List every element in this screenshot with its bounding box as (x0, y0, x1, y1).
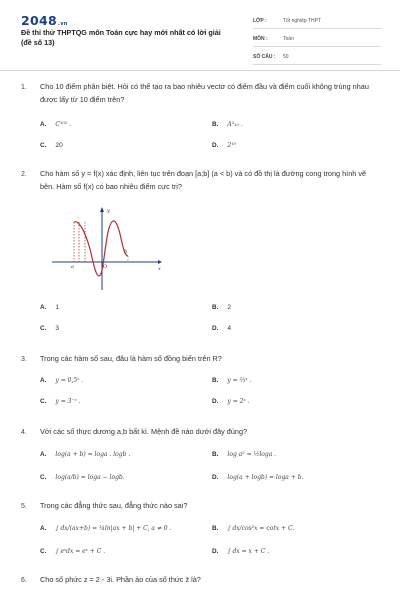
question-text: Với các số thực dương a,b bất kì. Mệnh đề nào dưới đây đúng? (40, 427, 248, 436)
meta-value: Tốt nghiệp THPT (283, 18, 321, 24)
option-c[interactable] (40, 325, 59, 332)
option-value: 2¹⁰ (227, 142, 237, 149)
option-label: A. (40, 451, 47, 458)
option-value: ∫ dx/cos²x = cotx + C. (227, 525, 295, 532)
option-d[interactable] (212, 474, 303, 481)
option-value: ∫ dx/(ax+b) = ¼ln|ax + b| + C, a ≠ 0 . (55, 525, 172, 532)
option-value: A²₁₀ . (227, 121, 243, 128)
function-curve (74, 221, 128, 276)
y-label: y (107, 208, 110, 214)
option-c[interactable] (40, 548, 105, 555)
option-label: B. (212, 525, 219, 532)
option-c[interactable] (40, 398, 81, 405)
document-title: Đề thi thử THPTQG môn Toán cực hay mới nhất có lời giải (đề số 13) (21, 28, 221, 47)
document-meta (253, 14, 381, 68)
option-value: 4 (227, 325, 232, 332)
option-b[interactable] (212, 525, 294, 532)
option-label: B. (212, 451, 219, 458)
y-axis-arrow (100, 207, 104, 212)
meta-label: LỚP : (253, 18, 267, 24)
question-text: Cho số phức z = 2 - 3i. Phần ảo của số thức z̄ là? (40, 575, 201, 584)
option-b[interactable] (212, 451, 276, 458)
option-a[interactable] (40, 377, 83, 384)
option-value: 20 (55, 142, 63, 149)
option-label: C. (40, 474, 47, 481)
option-label: D. (212, 548, 219, 555)
option-label: A. (40, 304, 47, 311)
option-label: A. (40, 377, 47, 384)
question-text: Trong các hàm số sau, đâu là hàm số đồng biến trên R? (40, 354, 222, 363)
meta-label: SỐ CÂU : (253, 54, 276, 60)
option-value: 3 (55, 325, 60, 332)
question-number: 3. (21, 356, 27, 363)
option-value: 1 (55, 304, 60, 311)
option-value: 2 (227, 304, 232, 311)
logo-text: 2048 (21, 13, 57, 28)
meta-row-question-count (253, 50, 381, 65)
meta-value: 50 (283, 54, 289, 60)
option-label: A. (40, 121, 47, 128)
option-label: A. (40, 525, 47, 532)
option-label: D. (212, 325, 219, 332)
option-d[interactable] (212, 548, 269, 555)
option-a[interactable] (40, 451, 130, 458)
option-label: C. (40, 142, 47, 149)
option-value: ∫ dx = x + C . (227, 548, 270, 555)
x-axis-arrow (158, 260, 162, 264)
option-value: y = ⅔ˣ . (227, 377, 252, 384)
meta-label: MÔN : (253, 36, 268, 42)
a-label: a (71, 264, 74, 270)
meta-row-class (253, 14, 381, 29)
option-label: D. (212, 398, 219, 405)
option-d[interactable] (212, 325, 231, 332)
option-value: y = 2ˣ . (227, 398, 250, 405)
option-label: B. (212, 377, 219, 384)
option-b[interactable] (212, 377, 251, 384)
site-logo[interactable] (21, 13, 68, 28)
option-value: log(a + b) = loga . logb . (55, 451, 131, 458)
question-number: 2. (21, 171, 27, 178)
option-d[interactable] (212, 142, 236, 149)
b-label: b (124, 249, 128, 255)
option-value: y = 0,5ˣ . (55, 377, 84, 384)
origin-label: O (103, 264, 108, 270)
option-b[interactable] (212, 121, 243, 128)
header-divider (0, 70, 400, 71)
option-label: C. (40, 548, 47, 555)
option-label: D. (212, 142, 219, 149)
option-value: log(a/b) = loga − logb. (55, 474, 125, 481)
option-a[interactable] (40, 121, 71, 128)
option-value: log(a + logb) = loga + b. (227, 474, 304, 481)
question-number: 6. (21, 577, 27, 584)
option-d[interactable] (212, 398, 249, 405)
meta-value: Toán (283, 36, 294, 42)
question-text: Cho 10 điểm phân biệt. Hỏi có thể tạo ra bao nhiêu vectơ có điểm đầu và điểm cuối không trùng nhau được lấy từ 10 điểm trên? (40, 82, 369, 104)
question-number: 4. (21, 429, 27, 436)
option-value: ∫ eˣdx = eˣ + C . (55, 548, 106, 555)
question-text: Cho hàm số y = f(x) xác định, liên tục trên đoạn [a;b] (a < b) và có đồ thị là đường cong trong hình vẽ bên. Hàm số f(x) có bao nhiêu điểm cực trị? (40, 169, 367, 191)
option-a[interactable] (40, 304, 59, 311)
document-header (0, 0, 400, 66)
logo-suffix: .vn (58, 21, 68, 27)
option-label: C. (40, 325, 47, 332)
meta-row-subject (253, 32, 381, 47)
question-text: Trong các đẳng thức sau, đẳng thức nào sai? (40, 501, 188, 510)
option-label: B. (212, 121, 219, 128)
question-number: 5. (21, 503, 27, 510)
option-c[interactable] (40, 142, 63, 149)
option-label: D. (212, 474, 219, 481)
option-value: C¹⁰² . (55, 121, 72, 128)
option-c[interactable] (40, 474, 125, 481)
question-number: 1. (21, 84, 27, 91)
option-value: y = 3⁻ˣ . (55, 398, 81, 405)
option-a[interactable] (40, 525, 171, 532)
option-value: log a² = ½loga . (227, 451, 277, 458)
option-b[interactable] (212, 304, 231, 311)
option-label: C. (40, 398, 47, 405)
function-graph (50, 204, 165, 292)
option-label: B. (212, 304, 219, 311)
x-label: x (158, 266, 161, 272)
